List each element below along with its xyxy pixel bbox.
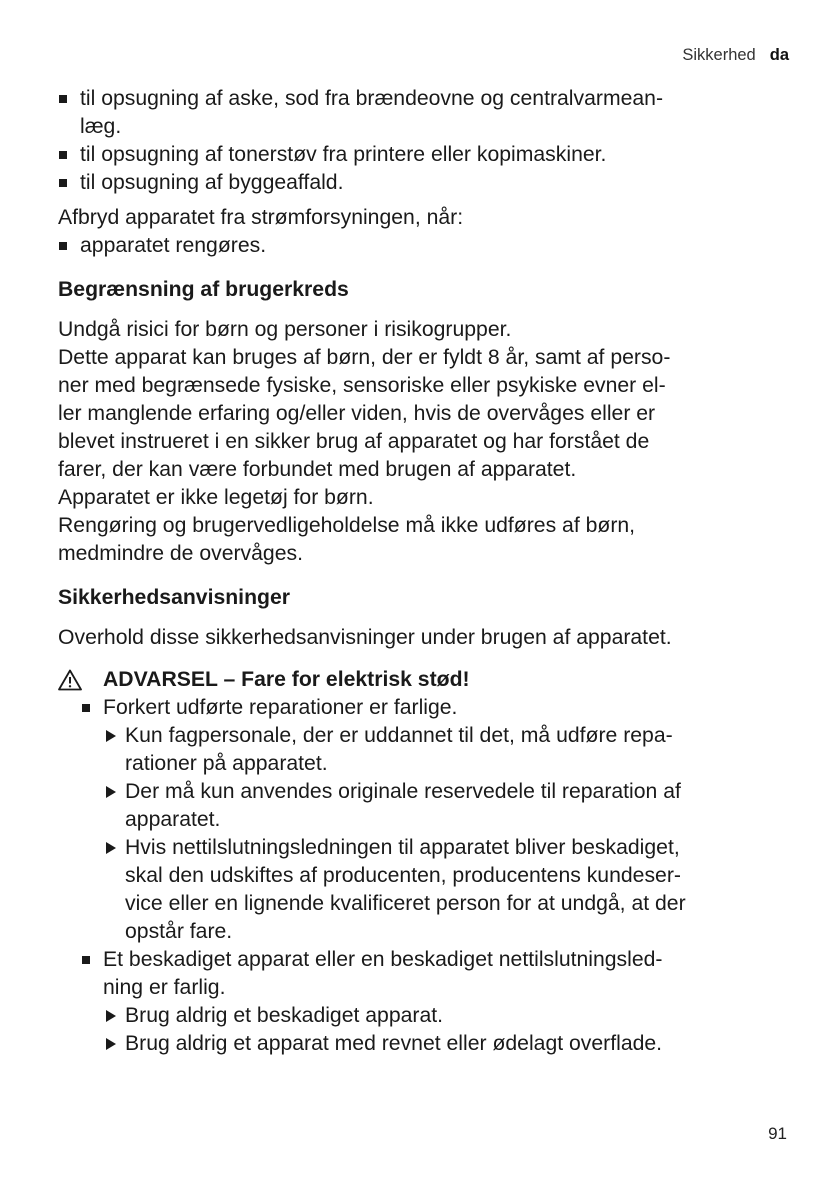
action-item bbox=[58, 834, 793, 946]
action-item bbox=[58, 778, 793, 834]
bullet-item bbox=[58, 141, 793, 169]
warning-item-text: Et beskadiget apparat eller en beskadiget nettilslutningsled- ning er farlig. bbox=[103, 948, 663, 999]
language-code: da bbox=[769, 46, 789, 64]
bullet-text: til opsugning af aske, sod fra brændeovne og centralvarmean- læg. bbox=[80, 87, 663, 138]
warning-triangle-icon bbox=[58, 669, 82, 691]
action-text: Der må kun anvendes originale reservedele til reparation af apparatet. bbox=[125, 780, 681, 831]
paragraph: Dette apparat kan bruges af børn, der er fyldt 8 år, samt af perso- ner med begrænsede fysiske, sensoriske eller psykiske evner el- ler manglende erfaring og/eller viden, hvis de overvåges eller er blevet instrueret i en sikker brug af apparatet og har forstået de farer, der kan være forbundet med brugen af apparatet. bbox=[58, 346, 671, 481]
paragraph: Apparatet er ikke legetøj for børn. bbox=[58, 486, 374, 509]
warning-title-text: ADVARSEL – Fare for elektrisk stød! bbox=[103, 668, 470, 691]
page-header bbox=[682, 46, 789, 65]
action-text: Hvis nettilslutningsledningen til apparatet bliver beskadiget, skal den udskiftes af producenten, producentens kundeser- vice eller en lignende kvalificeret person for at undgå, at der opstår fare. bbox=[125, 836, 686, 943]
warning-item bbox=[58, 946, 793, 1002]
bullet-text: apparatet rengøres. bbox=[80, 234, 267, 257]
action-item bbox=[58, 1030, 793, 1058]
bullet-item bbox=[58, 85, 793, 141]
warning-item bbox=[58, 694, 793, 722]
action-item bbox=[58, 722, 793, 778]
section-label: Sikkerhed bbox=[682, 46, 756, 64]
action-text: Brug aldrig et beskadiget apparat. bbox=[125, 1004, 444, 1027]
paragraph: Rengøring og brugervedligeholdelse må ikke udføres af børn, medmindre de overvåges. bbox=[58, 514, 636, 565]
section-heading-safety: Sikkerhedsanvisninger bbox=[58, 586, 290, 609]
bullet-item bbox=[58, 169, 793, 197]
action-item bbox=[58, 1002, 793, 1030]
disconnect-text: Afbryd apparatet fra strømforsyningen, når: bbox=[58, 206, 464, 229]
page-content bbox=[58, 85, 793, 1058]
action-text: Kun fagpersonale, der er uddannet til det, må udføre repa- rationer på apparatet. bbox=[125, 724, 673, 775]
page-number: 91 bbox=[768, 1124, 787, 1143]
warning-title bbox=[58, 666, 793, 694]
action-text: Brug aldrig et apparat med revnet eller ødelagt overflade. bbox=[125, 1032, 663, 1055]
paragraph: Undgå risici for børn og personer i risikogrupper. bbox=[58, 318, 512, 341]
warning-item-text: Forkert udførte reparationer er farlige. bbox=[103, 696, 458, 719]
paragraph: Overhold disse sikkerhedsanvisninger under brugen af apparatet. bbox=[58, 626, 672, 649]
bullet-text: til opsugning af tonerstøv fra printere eller kopimaskiner. bbox=[80, 143, 607, 166]
section-heading-restriction: Begrænsning af brugerkreds bbox=[58, 278, 349, 301]
bullet-text: til opsugning af byggeaffald. bbox=[80, 171, 344, 194]
bullet-item bbox=[58, 232, 793, 260]
